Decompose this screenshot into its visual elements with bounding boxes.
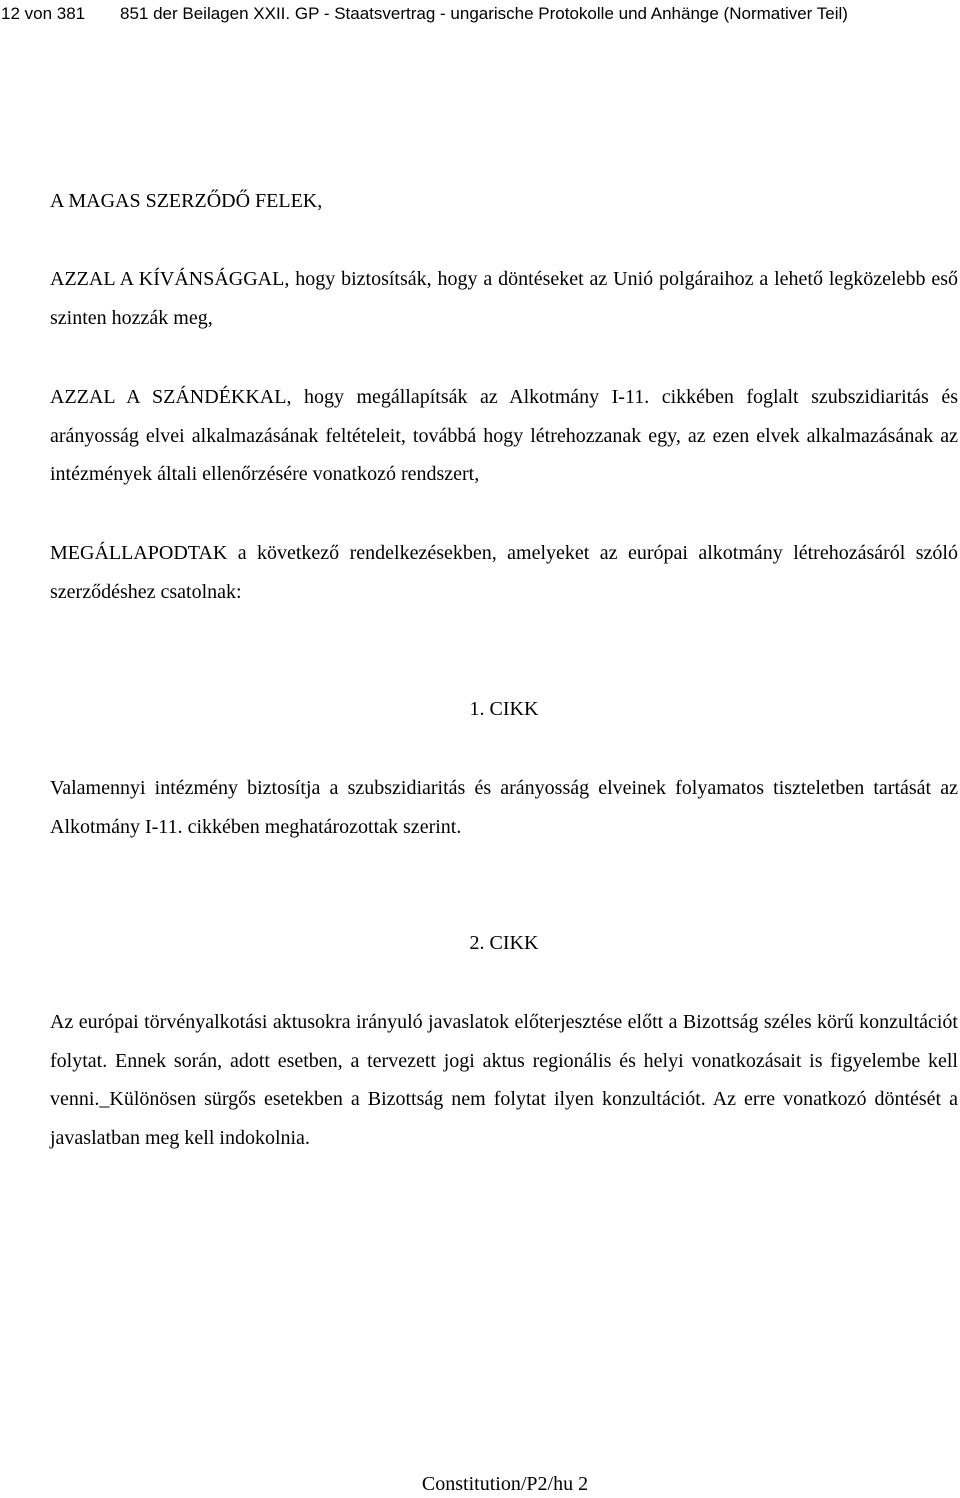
page-number: 12 von 381	[1, 4, 86, 23]
article-1-heading: 1. CIKK	[469, 698, 539, 720]
header-title: 851 der Beilagen XXII. GP - Staatsvertrag - ungarische Protokolle und Anhänge (Normativer Teil)	[120, 4, 848, 23]
page-header	[0, 2, 960, 26]
page-footer-reference: Constitution/P2/hu 2	[421, 1473, 589, 1495]
recital-wish: AZZAL A KÍVÁNSÁGGAL, hogy biztosítsák, hogy a döntéseket az Unió polgáraihoz a lehető legközelebb eső szinten hozzák meg,	[50, 268, 958, 329]
article-1-text: Valamennyi intézmény biztosítja a szubszidiaritás és arányosság elveinek folyamatos tiszteletben tartását az Alkotmány I-11. cikkében meghatározottak szerint.	[50, 777, 958, 838]
recital-intention: AZZAL A SZÁNDÉKKAL, hogy megállapítsák az Alkotmány I-11. cikkében foglalt szubszidiaritás és arányosság elvei alkalmazásának feltételeit, továbbá hogy létrehozzanak egy, az ezen elvek alkalmazásának az intézmények általi ellenőrzésére vonatkozó rendszert,	[50, 386, 958, 485]
article-2-heading: 2. CIKK	[469, 932, 539, 954]
parties-line: A MAGAS SZERZŐDŐ FELEK,	[50, 190, 323, 212]
agreement-clause: MEGÁLLAPODTAK a következő rendelkezésekben, amelyeket az európai alkotmány létrehozásáról szóló szerződéshez csatolnak:	[50, 542, 958, 603]
article-2-text: Az európai törvényalkotási aktusokra irányuló javaslatok előterjesztése előtt a Bizottság széles körű konzultációt folytat. Ennek során, adott esetben, a tervezett jogi aktus regionális és helyi vonatkozásait is figyelembe kell venni._Különösen sürgős esetekben a Bizottság nem folytat ilyen konzultációt. Az erre vonatkozó döntését a javaslatban meg kell indokolnia.	[50, 1011, 958, 1149]
